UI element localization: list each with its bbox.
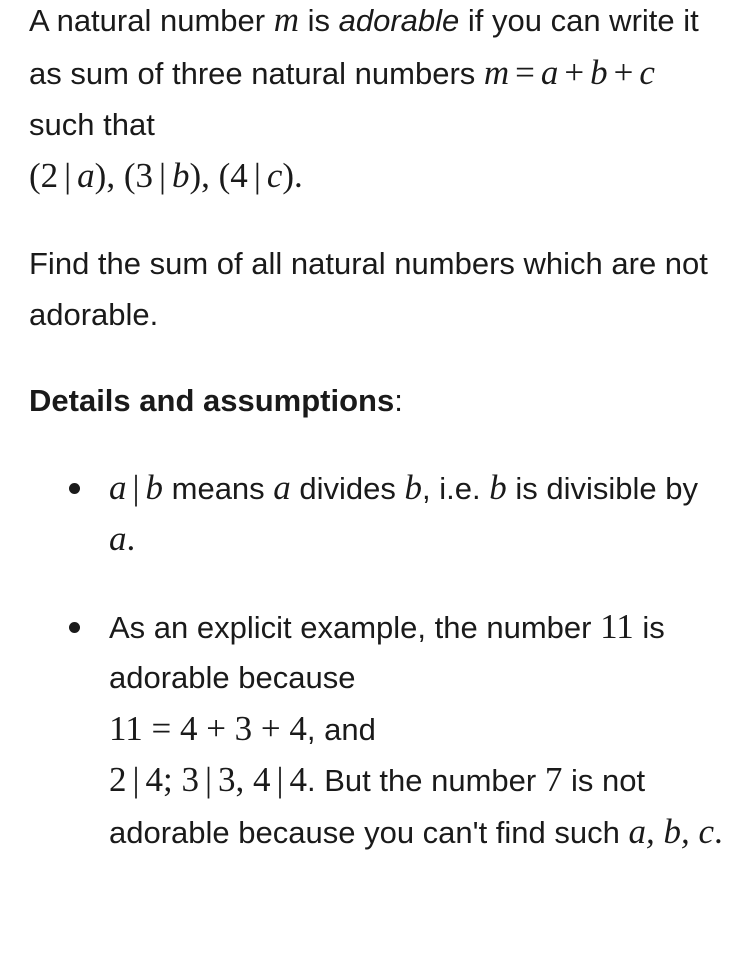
math-op: |	[64, 156, 72, 195]
math-var: b	[172, 156, 190, 195]
item-text: , and	[306, 711, 376, 747]
bullet-icon	[69, 622, 80, 633]
math-number: 4	[289, 760, 308, 799]
details-heading-text: Details and assumptions	[29, 383, 395, 418]
math-op: +	[613, 52, 634, 92]
task-statement: Find the sum of all natural numbers which are not adorable.	[29, 246, 708, 332]
math-var: c	[266, 156, 283, 195]
math-op: =	[515, 52, 535, 92]
item-text: . But the number	[307, 763, 545, 798]
math-var: a, b, c	[628, 811, 715, 851]
math-number: 2	[109, 760, 127, 799]
math-number: 11	[600, 606, 634, 646]
item-text: is adorable because	[109, 609, 665, 695]
math-op: +	[564, 52, 585, 92]
math-op: |	[205, 760, 213, 799]
math-var: b	[404, 467, 423, 507]
item-text: is divisible by	[506, 470, 698, 506]
math-number: 7	[544, 760, 563, 799]
math-text: 4; 3	[145, 760, 199, 799]
math-op: |	[253, 156, 261, 195]
math-op: |	[158, 156, 166, 195]
intro-text: such that	[29, 106, 155, 142]
math-text: ).	[282, 156, 303, 195]
math-text: ), (4	[189, 156, 248, 195]
list-item	[29, 602, 725, 859]
math-var: c	[639, 52, 655, 92]
details-heading	[29, 376, 725, 427]
list-item	[29, 463, 725, 566]
math-var-m: m	[273, 0, 299, 39]
math-var: a	[273, 467, 291, 507]
item-text: means	[163, 470, 274, 506]
details-list	[29, 463, 725, 859]
sum-equation	[483, 52, 655, 92]
item-text: , i.e.	[422, 470, 490, 506]
bullet-icon	[69, 483, 80, 494]
math-var: a	[540, 52, 559, 92]
intro-text: A natural number	[29, 3, 274, 38]
details-heading-colon: :	[394, 383, 403, 418]
math-text: 3, 4	[218, 760, 271, 799]
intro-text: if you can write it as sum of three natural numbers	[29, 3, 699, 91]
divisibility-conditions	[29, 156, 303, 195]
math-op: |	[132, 760, 140, 799]
math-text: .	[126, 519, 136, 558]
math-var: b	[489, 467, 507, 507]
math-var: a	[77, 156, 95, 195]
term-adorable: adorable	[338, 3, 460, 38]
math-op: |	[132, 467, 140, 507]
math-var: b	[590, 52, 608, 92]
problem-intro	[29, 0, 725, 203]
item-text: divides	[290, 470, 405, 506]
math-var: b	[145, 467, 164, 507]
math-text: .	[714, 811, 723, 851]
example-equation: 11 = 4 + 3 + 4	[109, 708, 307, 748]
math-op: |	[276, 760, 284, 799]
intro-text: is	[298, 3, 339, 38]
math-var: m	[483, 52, 510, 92]
math-text: (2	[29, 156, 59, 195]
item-text: As an explicit example, the number	[109, 609, 601, 645]
math-var: a	[109, 467, 127, 507]
math-text: ), (3	[94, 156, 153, 195]
math-var: a	[109, 519, 127, 558]
item-text: is not adorable because you can't find such	[109, 763, 646, 850]
